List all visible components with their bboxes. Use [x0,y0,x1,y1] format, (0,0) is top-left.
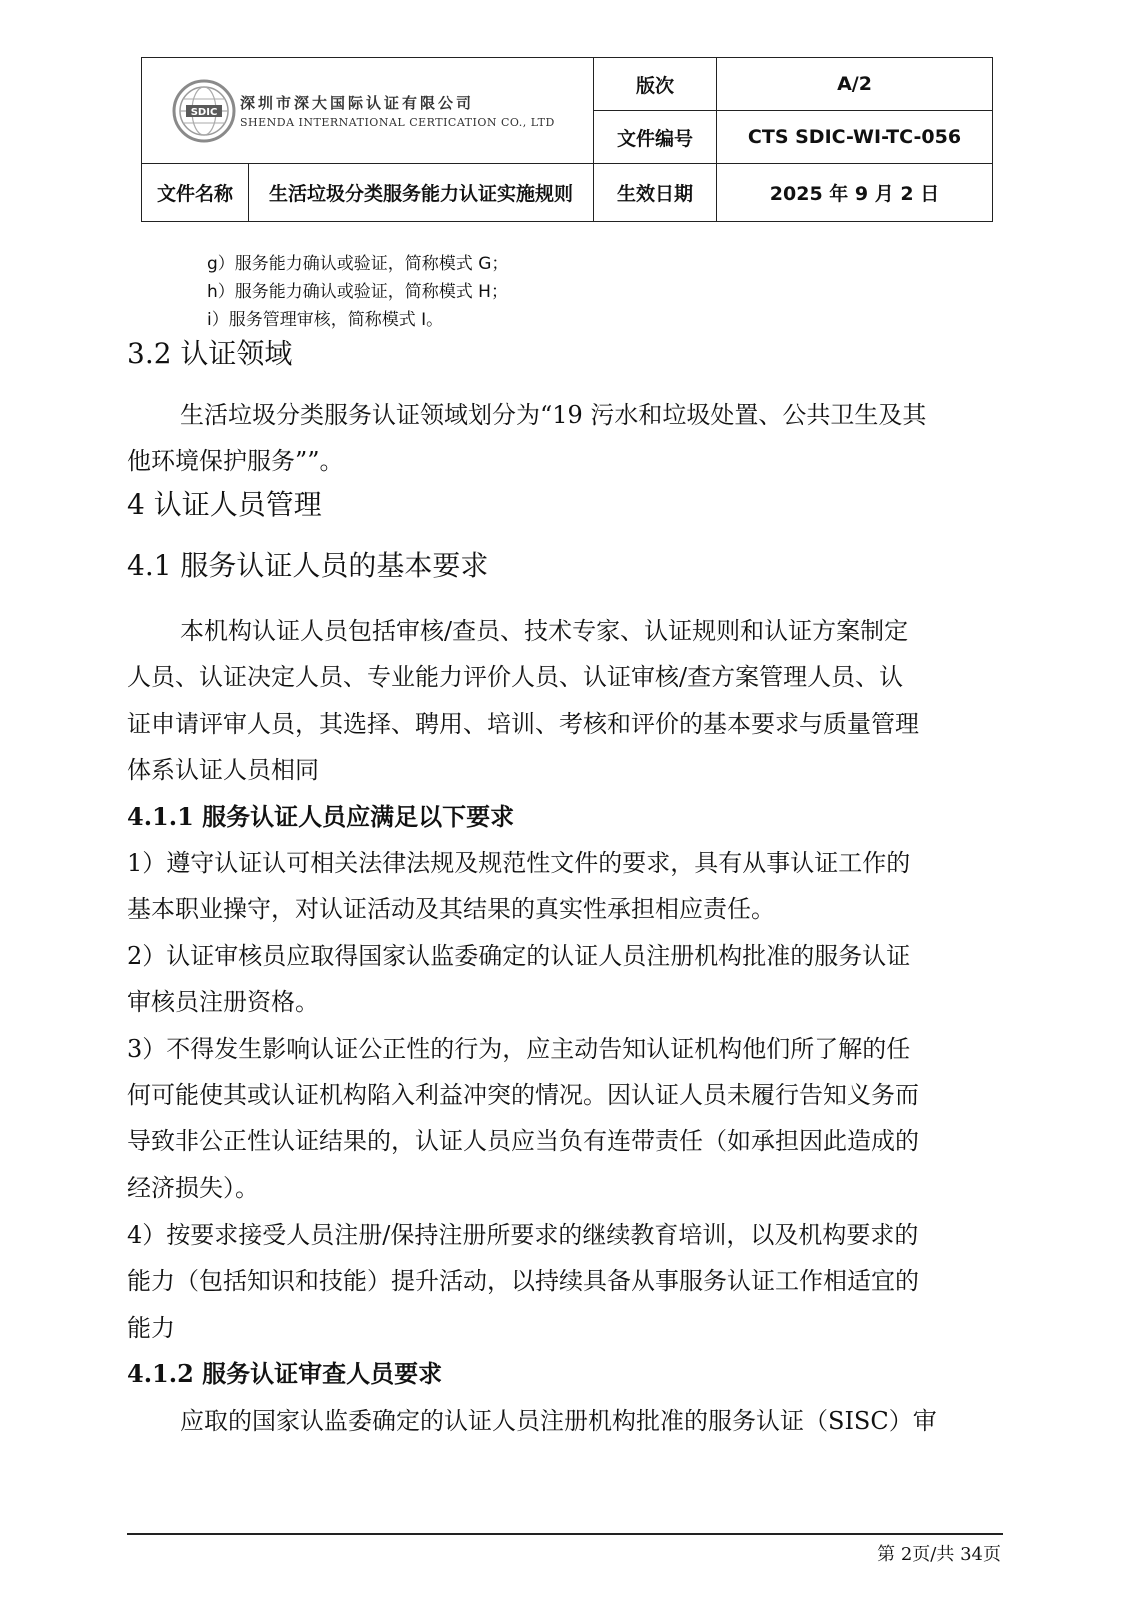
requirement-1-line: 基本职业操守，对认证活动及其结果的真实性承担相应责任。 [127,895,775,923]
section-4-1-paragraph-line: 本机构认证人员包括审核/查员、技术专家、认证规则和认证方案制定 [180,617,909,645]
section-3-2-paragraph-line: 生活垃圾分类服务认证领域划分为“19 污水和垃圾处置、公共卫生及其 [180,401,927,429]
company-name-en: SHENDA INTERNATIONAL CERTICATION CO., LTD [240,116,555,129]
doc-name-label: 文件名称 [142,164,249,222]
requirement-3-line: 导致非公正性认证结果的，认证人员应当负有连带责任（如承担因此造成的 [127,1127,919,1155]
page-number: 第 2页/共 34页 [877,1544,1001,1565]
effective-date-value: 2025 年 9 月 2 日 [717,164,993,222]
requirement-1-line: 1）遵守认证认可相关法律法规及规范性文件的要求，具有从事认证工作的 [127,849,911,877]
section-4-1-heading: 4.1 服务认证人员的基本要求 [127,549,489,582]
company-name-cn: 深圳市深大国际认证有限公司 [240,94,475,112]
version-value: A/2 [717,58,993,111]
list-item-i: i）服务管理审核，简称模式 I。 [207,310,444,330]
logo-text: SDIC [190,106,218,118]
requirement-4-line: 能力（包括知识和技能）提升活动，以持续具备从事服务认证工作相适宜的 [127,1267,919,1295]
effective-date-label: 生效日期 [594,164,717,222]
requirement-4-line: 能力 [127,1314,175,1342]
requirement-3-line: 3）不得发生影响认证公正性的行为，应主动告知认证机构他们所了解的任 [127,1035,911,1063]
requirement-3-line: 经济损失）。 [127,1174,259,1202]
section-3-2-paragraph-line: 他环境保护服务””。 [127,447,344,475]
doc-number-label: 文件编号 [594,111,717,164]
section-4-1-1-heading: 4.1.1 服务认证人员应满足以下要求 [127,802,515,831]
company-logo-block [142,58,594,164]
document-header-table [141,57,993,222]
requirement-2-line: 审核员注册资格。 [127,988,319,1016]
requirement-2-line: 2）认证审核员应取得国家认监委确定的认证人员注册机构批准的服务认证 [127,942,911,970]
footer-divider [127,1533,1003,1535]
list-item-h: h）服务能力确认或验证，简称模式 H； [207,282,508,302]
section-4-1-paragraph-line: 人员、认证决定人员、专业能力评价人员、认证审核/查方案管理人员、认 [127,663,904,691]
section-4-heading: 4 认证人员管理 [127,488,322,521]
section-4-1-paragraph-line: 体系认证人员相同 [127,756,319,784]
doc-name-value: 生活垃圾分类服务能力认证实施规则 [249,164,594,222]
requirement-4-line: 4）按要求接受人员注册/保持注册所要求的继续教育培训，以及机构要求的 [127,1221,919,1249]
section-4-1-2-paragraph-line: 应取的国家认监委确定的认证人员注册机构批准的服务认证（SISC）审 [180,1407,937,1435]
doc-number-value: CTS SDIC-WI-TC-056 [717,111,993,164]
version-label: 版次 [594,58,717,111]
list-item-g: g）服务能力确认或验证，简称模式 G； [207,254,509,274]
section-4-1-paragraph-line: 证申请评审人员，其选择、聘用、培训、考核和评价的基本要求与质量管理 [127,710,919,738]
requirement-3-line: 何可能使其或认证机构陷入利益冲突的情况。因认证人员未履行告知义务而 [127,1081,919,1109]
company-logo-icon [172,79,236,143]
section-4-1-2-heading: 4.1.2 服务认证审查人员要求 [127,1359,443,1388]
section-3-2-heading: 3.2 认证领域 [127,337,293,370]
